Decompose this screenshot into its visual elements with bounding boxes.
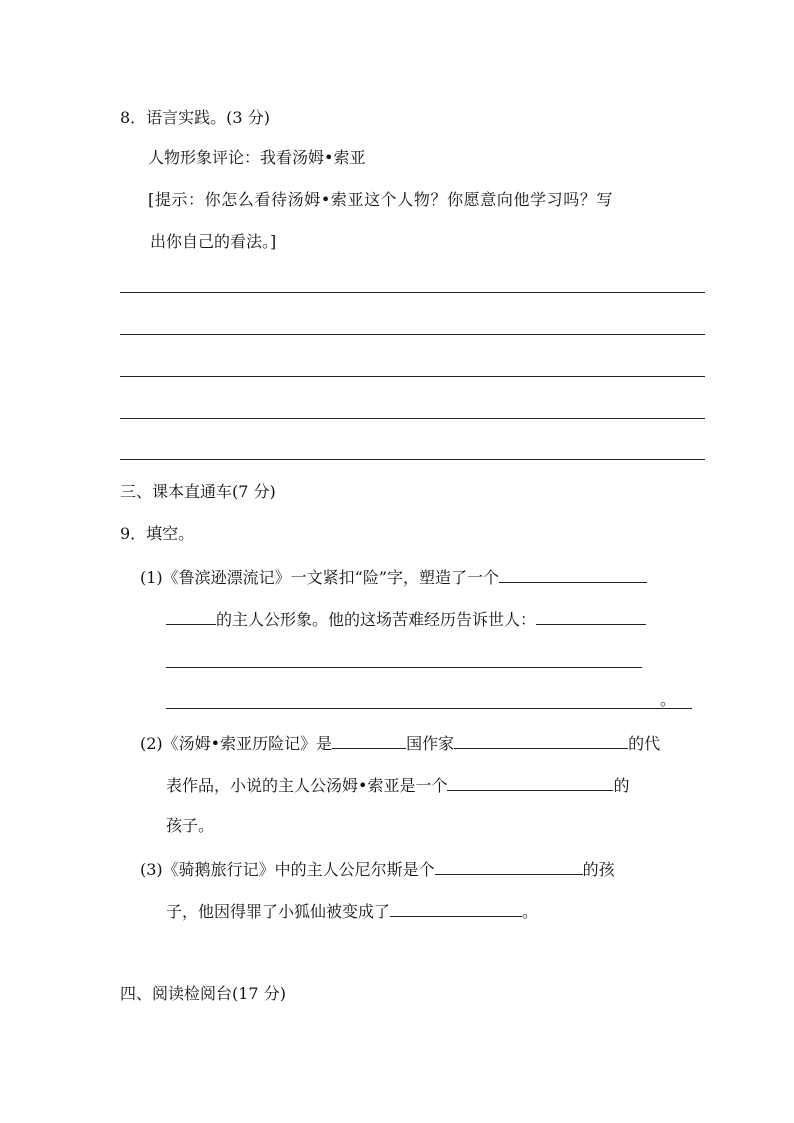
q9-2-text-d: 表作品，小说的主人公汤姆•索亚是一个 <box>166 776 448 795</box>
q9-3-text-b: 的孩 <box>582 860 615 879</box>
q9-2-text-b: 国作家 <box>406 734 455 753</box>
q9-1-line1 <box>140 566 647 588</box>
q8-topic: 人物形象评论：我看汤姆•索亚 <box>148 148 366 167</box>
q9-2-line3: 孩子。 <box>166 816 215 835</box>
q9-2-text-c: 的代 <box>628 734 661 753</box>
blank-3-1[interactable] <box>435 858 583 875</box>
q9-3-line2 <box>166 900 538 922</box>
section3-title: 三、课本直通车(7 分) <box>120 482 276 501</box>
q9-1-line2 <box>166 608 646 630</box>
blank-2-2[interactable] <box>454 732 628 749</box>
blank-1-5[interactable] <box>166 708 692 709</box>
q9-3-text-d: 。 <box>522 902 539 921</box>
blank-1-3[interactable] <box>536 608 646 625</box>
answer-line-3[interactable] <box>120 376 705 377</box>
q9-1-period: 。 <box>660 690 677 709</box>
q9-2-line1 <box>140 732 660 754</box>
q9-1-text-b: 的主人公形象。他的这场苦难经历告诉世人： <box>216 610 537 629</box>
q9-1-text-a: (1)《鲁滨逊漂流记》一文紧扣“险”字，塑造了一个 <box>140 568 500 587</box>
q8-title: 8．语言实践。(3 分) <box>120 108 270 127</box>
answer-line-5[interactable] <box>120 459 705 460</box>
q9-3-line1 <box>140 858 615 880</box>
blank-1-2[interactable] <box>166 608 216 625</box>
q9-2-text-e: 的 <box>613 776 630 795</box>
blank-2-3[interactable] <box>447 774 613 791</box>
answer-line-2[interactable] <box>120 334 705 335</box>
q9-title: 9．填空。 <box>120 524 195 543</box>
blank-1-4[interactable] <box>166 667 642 668</box>
blank-3-2[interactable] <box>390 900 522 917</box>
blank-2-1[interactable] <box>332 732 406 749</box>
blank-1-1[interactable] <box>499 566 647 583</box>
q9-2-line2 <box>166 774 629 796</box>
q9-3-text-c: 子，他因得罪了小狐仙被变成了 <box>166 902 391 921</box>
section4-title: 四、阅读检阅台(17 分) <box>120 984 286 1003</box>
answer-line-1[interactable] <box>120 292 705 293</box>
q9-3-text-a: (3)《骑鹅旅行记》中的主人公尼尔斯是个 <box>140 860 435 879</box>
q9-2-text-a: (2)《汤姆•索亚历险记》是 <box>140 734 333 753</box>
answer-line-4[interactable] <box>120 418 705 419</box>
q8-hint-line2: 出你自己的看法。] <box>150 232 277 251</box>
q8-hint-line1: [提示：你怎么看待汤姆•索亚这个人物？你愿意向他学习吗？写 <box>148 190 614 209</box>
